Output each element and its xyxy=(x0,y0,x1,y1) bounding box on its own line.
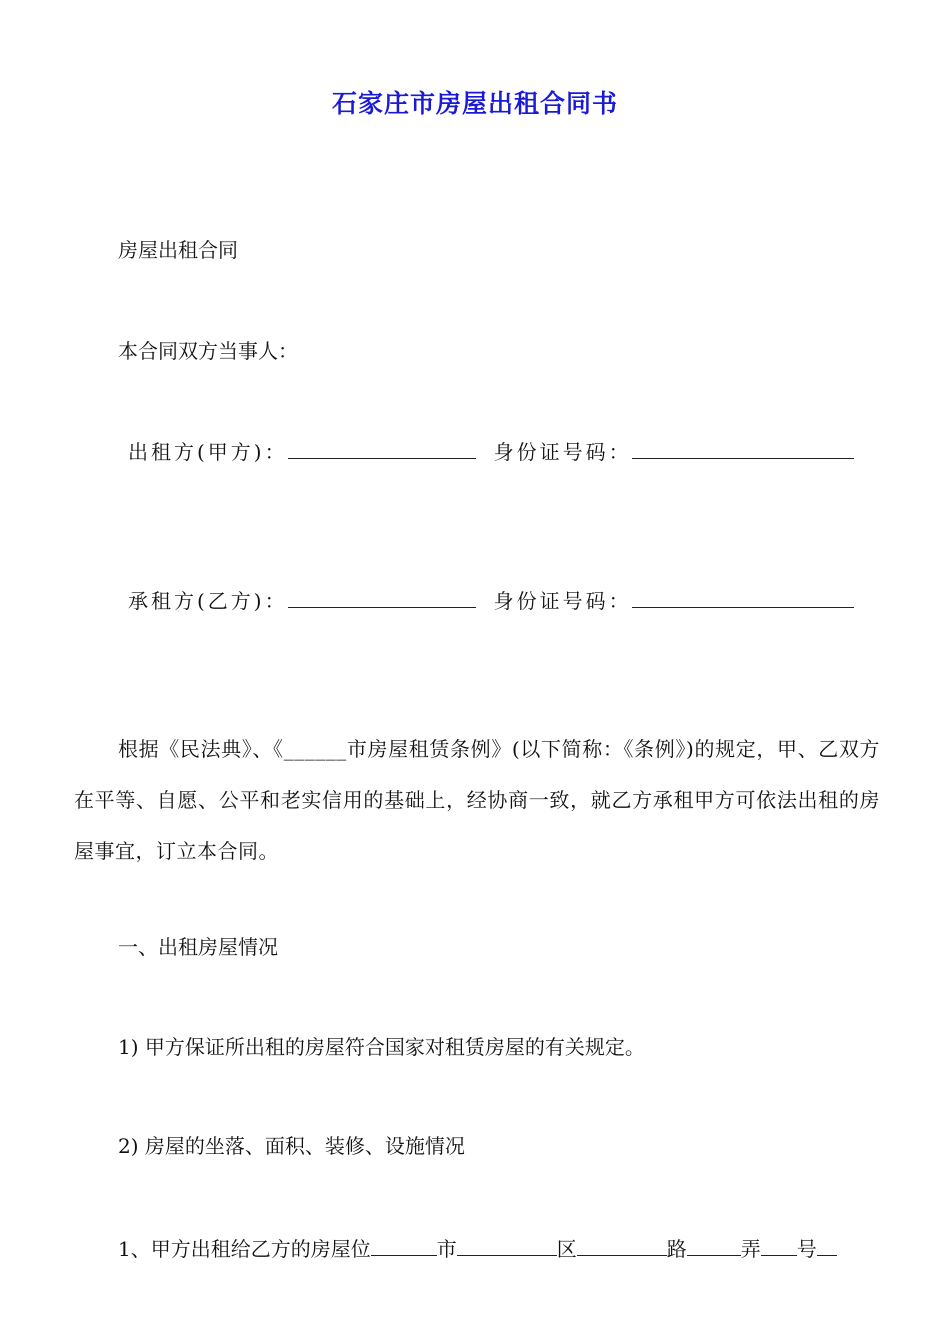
address-district: 区 xyxy=(556,1237,577,1261)
lessor-name-blank xyxy=(288,438,476,459)
legal-basis-paragraph: 根据《民法典》、《______市房屋租赁条例》(以下简称：《条例》)的规定，甲、乙双方在平等、自愿、公平和老实信用的基础上，经协商一致，就乙方承租甲方可依法出租的房屋事宜，订立本合同。 xyxy=(74,737,880,863)
address-prefix: 1、甲方出租给乙方的房屋位 xyxy=(118,1237,371,1261)
address-road: 路 xyxy=(666,1237,687,1261)
lessee-name-blank xyxy=(288,587,476,608)
lane-blank xyxy=(687,1235,741,1256)
number-blank xyxy=(761,1235,797,1256)
address-number: 号 xyxy=(796,1237,817,1261)
trailing-blank xyxy=(817,1235,837,1256)
document-title: 石家庄市房屋出租合同书 xyxy=(331,89,618,118)
lessee-row xyxy=(128,587,880,613)
item-1: 1) 甲方保证所出租的房屋符合国家对租赁房屋的有关规定。 xyxy=(118,1035,645,1059)
parties-intro: 本合同双方当事人： xyxy=(118,339,298,363)
address-city: 市 xyxy=(436,1237,457,1261)
district-blank xyxy=(457,1235,557,1256)
lessor-id-label: 身份证号码： xyxy=(493,440,632,464)
address-line xyxy=(118,1235,880,1261)
city-blank xyxy=(371,1235,437,1256)
lessee-label: 承租方(乙方)： xyxy=(128,589,288,613)
section-1-heading: 一、出租房屋情况 xyxy=(118,935,278,959)
item-2: 2) 房屋的坐落、面积、装修、设施情况 xyxy=(118,1134,465,1158)
contract-subtitle: 房屋出租合同 xyxy=(118,238,238,262)
lessor-label: 出租方(甲方)： xyxy=(128,440,288,464)
lessee-id-blank xyxy=(632,587,854,608)
road-blank xyxy=(577,1235,667,1256)
address-lane: 弄 xyxy=(740,1237,761,1261)
lessor-row xyxy=(128,438,880,464)
lessee-id-label: 身份证号码： xyxy=(493,589,632,613)
lessor-id-blank xyxy=(632,438,854,459)
